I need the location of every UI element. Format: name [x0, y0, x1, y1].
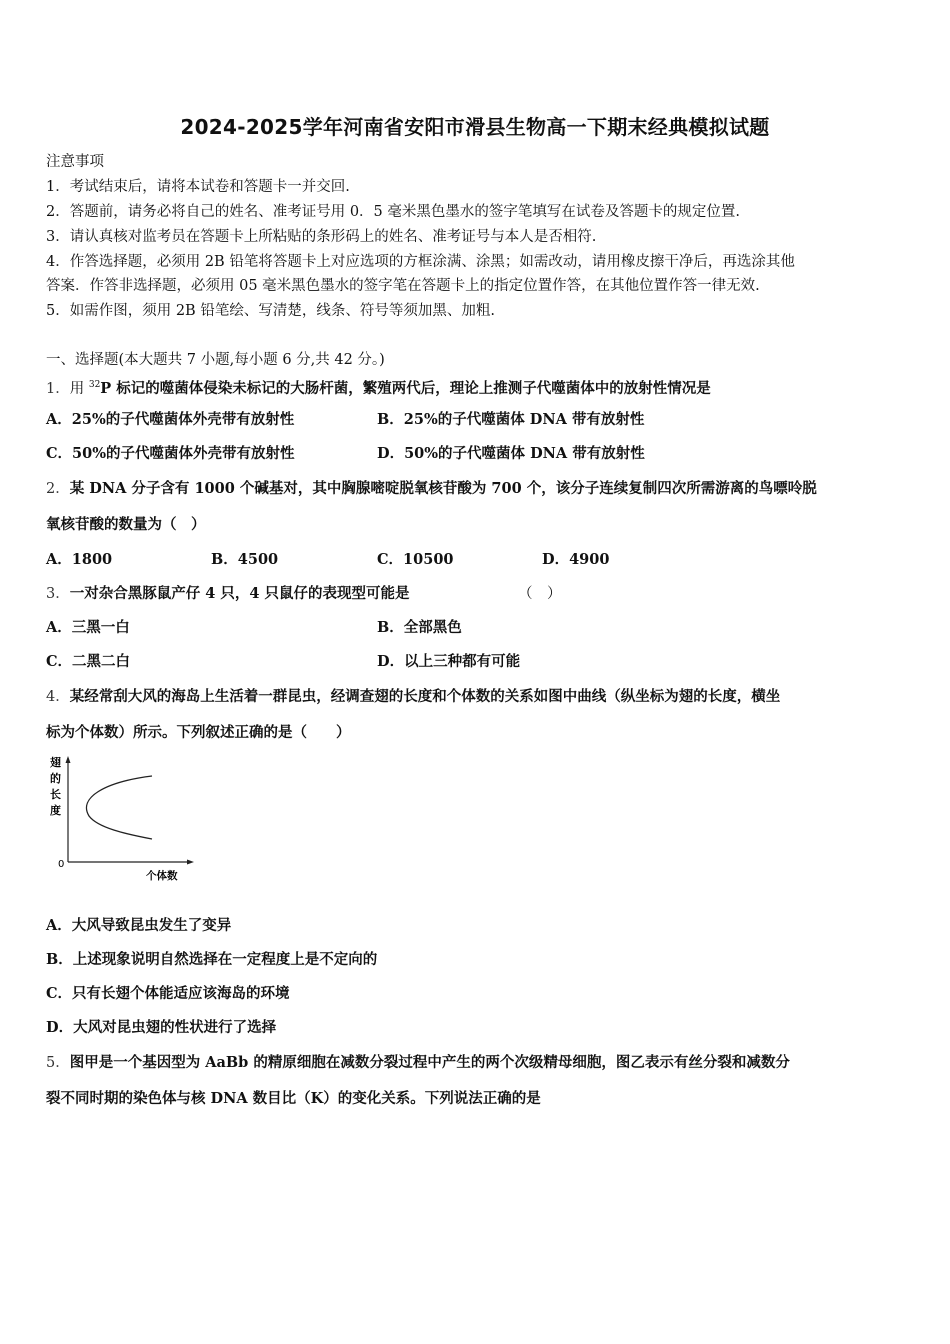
- option-label: C．: [377, 551, 404, 568]
- q1-option-b[interactable]: [377, 410, 644, 430]
- page-title: 2024-2025学年河南省安阳市滑县生物高一下期末经典模拟试题: [180, 115, 770, 139]
- option-text: 全部黑色: [403, 619, 462, 636]
- question-text: 一对杂合黑豚鼠产仔 4 只，4 只鼠仔的表现型可能是: [69, 585, 410, 602]
- answer-bracket: （ ）: [518, 586, 562, 602]
- notice-item-4-cont: 答案．作答非选择题，必须用 05 毫米黑色墨水的签字笔在答题卡上的指定位置作答，在其他位置作答一律无效.: [46, 278, 760, 294]
- notice-heading: 注意事项: [46, 154, 104, 170]
- option-text: 大风导致昆虫发生了变异: [71, 917, 232, 934]
- option-label: B．: [377, 619, 404, 636]
- option-label: C．: [46, 445, 73, 462]
- q4-option-b[interactable]: [46, 950, 377, 970]
- question-text: 标为个体数）所示。下列叙述正确的是（ ）: [46, 724, 351, 741]
- option-text: 只有长翅个体能适应该海岛的环境: [72, 985, 290, 1002]
- q4-option-d[interactable]: [46, 1018, 276, 1038]
- question-4-cont: [46, 723, 351, 743]
- question-2-cont: [46, 515, 206, 535]
- q1-option-a[interactable]: [46, 410, 294, 430]
- option-text: 50%的子代噬菌体外壳带有放射性: [72, 445, 295, 462]
- xlabel: 个体数: [146, 870, 178, 882]
- q3-option-b[interactable]: [377, 618, 462, 638]
- q2-option-a[interactable]: [46, 550, 112, 570]
- question-text: 某 DNA 分子含有 1000 个碱基对，其中胸腺嘧啶脱氧核苷酸为 700 个，该分子连续复制四次所需游离的鸟嘌呤脱: [69, 480, 817, 497]
- origin-label: 0: [58, 859, 65, 870]
- q2-option-b[interactable]: [211, 550, 278, 570]
- question-5-cont: [46, 1089, 541, 1109]
- question-number: 4．: [46, 689, 70, 705]
- question-text: P 标记的噬菌体侵染未标记的大肠杆菌，繁殖两代后，理论上推测子代噬菌体中的放射性情况是: [100, 380, 711, 397]
- q4-option-a[interactable]: [46, 916, 231, 936]
- option-text: 25%的子代噬菌体外壳带有放射性: [71, 411, 295, 428]
- q3-option-c[interactable]: [46, 652, 130, 672]
- question-text: 裂不同时期的染色体与核 DNA 数目比（K）的变化关系。下列说法正确的是: [46, 1090, 541, 1107]
- question-1: [46, 375, 711, 399]
- question-3: [46, 584, 410, 604]
- option-text: 10500: [403, 551, 454, 568]
- question-2: [46, 479, 817, 499]
- question-text: 图甲是一个基因型为 AaBb 的精原细胞在减数分裂过程中产生的两个次级精母细胞，图乙表示有丝分裂和减数分: [69, 1054, 790, 1071]
- q2-option-d[interactable]: [542, 550, 609, 570]
- question-number: 1．: [46, 381, 70, 397]
- option-label: D．: [377, 653, 405, 670]
- q4-option-c[interactable]: [46, 984, 290, 1004]
- option-label: D．: [542, 551, 570, 568]
- option-text: 1800: [71, 551, 113, 568]
- question-4: [46, 687, 780, 707]
- option-text: 二黑二白: [72, 653, 131, 670]
- q3-option-a[interactable]: [46, 618, 130, 638]
- question-text: 某经常刮大风的海岛上生活着一群昆虫，经调查翅的长度和个体数的关系如图中曲线（纵坐标为翅的长度，横坐: [69, 688, 781, 705]
- ylabel-char: 长: [50, 788, 61, 801]
- option-label: D．: [46, 1019, 74, 1036]
- question-5: [46, 1053, 790, 1073]
- notice-item-3: 3．请认真核对监考员在答题卡上所粘贴的条形码上的姓名、准考证号与本人是否相符.: [46, 229, 597, 245]
- y-axis-arrow: [66, 756, 71, 763]
- question-text: 氧核苷酸的数量为（ ）: [46, 516, 206, 533]
- option-text: 大风对昆虫翅的性状进行了选择: [73, 1019, 277, 1036]
- notice-item-4: 4．作答选择题，必须用 2B 铅笔将答题卡上对应选项的方框涂满、涂黑；如需改动，请用橡皮擦干净后，再选涂其他: [46, 254, 795, 270]
- question-text: 用: [69, 381, 89, 397]
- q2-option-c[interactable]: [377, 550, 454, 570]
- option-label: B．: [377, 411, 404, 428]
- option-label: A．: [46, 411, 72, 428]
- option-label: D．: [377, 445, 405, 462]
- option-text: 4900: [569, 551, 610, 568]
- option-text: 50%的子代噬菌体 DNA 带有放射性: [404, 445, 645, 462]
- ylabel-char: 翅: [50, 756, 61, 769]
- option-label: B．: [211, 551, 238, 568]
- notice-item-5: 5．如需作图，须用 2B 铅笔绘、写清楚，线条、符号等须加黑、加粗.: [46, 303, 495, 319]
- option-label: A．: [46, 551, 72, 568]
- option-text: 4500: [237, 551, 279, 568]
- distribution-curve: [86, 776, 152, 839]
- question-number: 5．: [46, 1055, 70, 1071]
- q1-option-d[interactable]: [377, 444, 645, 464]
- question-number: 3．: [46, 586, 70, 602]
- superscript: 32: [88, 380, 101, 390]
- question-number: 2．: [46, 481, 70, 497]
- q1-option-c[interactable]: [46, 444, 295, 464]
- option-label: A．: [46, 619, 72, 636]
- option-text: 25%的子代噬菌体 DNA 带有放射性: [403, 411, 645, 428]
- wing-length-figure: [46, 752, 196, 884]
- option-text: 以上三种都有可能: [404, 653, 521, 670]
- notice-item-1: 1．考试结束后，请将本试卷和答题卡一并交回.: [46, 179, 350, 195]
- notice-item-2: 2．答题前，请务必将自己的姓名、准考证号用 0．5 毫米黑色墨水的签字笔填写在试卷及答题卡的规定位置.: [46, 204, 740, 220]
- option-label: C．: [46, 653, 73, 670]
- option-label: A．: [46, 917, 72, 934]
- option-text: 三黑一白: [71, 619, 130, 636]
- option-label: C．: [46, 985, 73, 1002]
- option-label: B．: [46, 951, 73, 968]
- q3-option-d[interactable]: [377, 652, 520, 672]
- x-axis-arrow: [187, 860, 194, 865]
- section-heading: 一、选择题(本大题共 7 小题,每小题 6 分,共 42 分。): [46, 352, 385, 368]
- ylabel-char: 的: [50, 772, 61, 785]
- option-text: 上述现象说明自然选择在一定程度上是不定向的: [72, 951, 378, 968]
- ylabel-char: 度: [50, 804, 61, 817]
